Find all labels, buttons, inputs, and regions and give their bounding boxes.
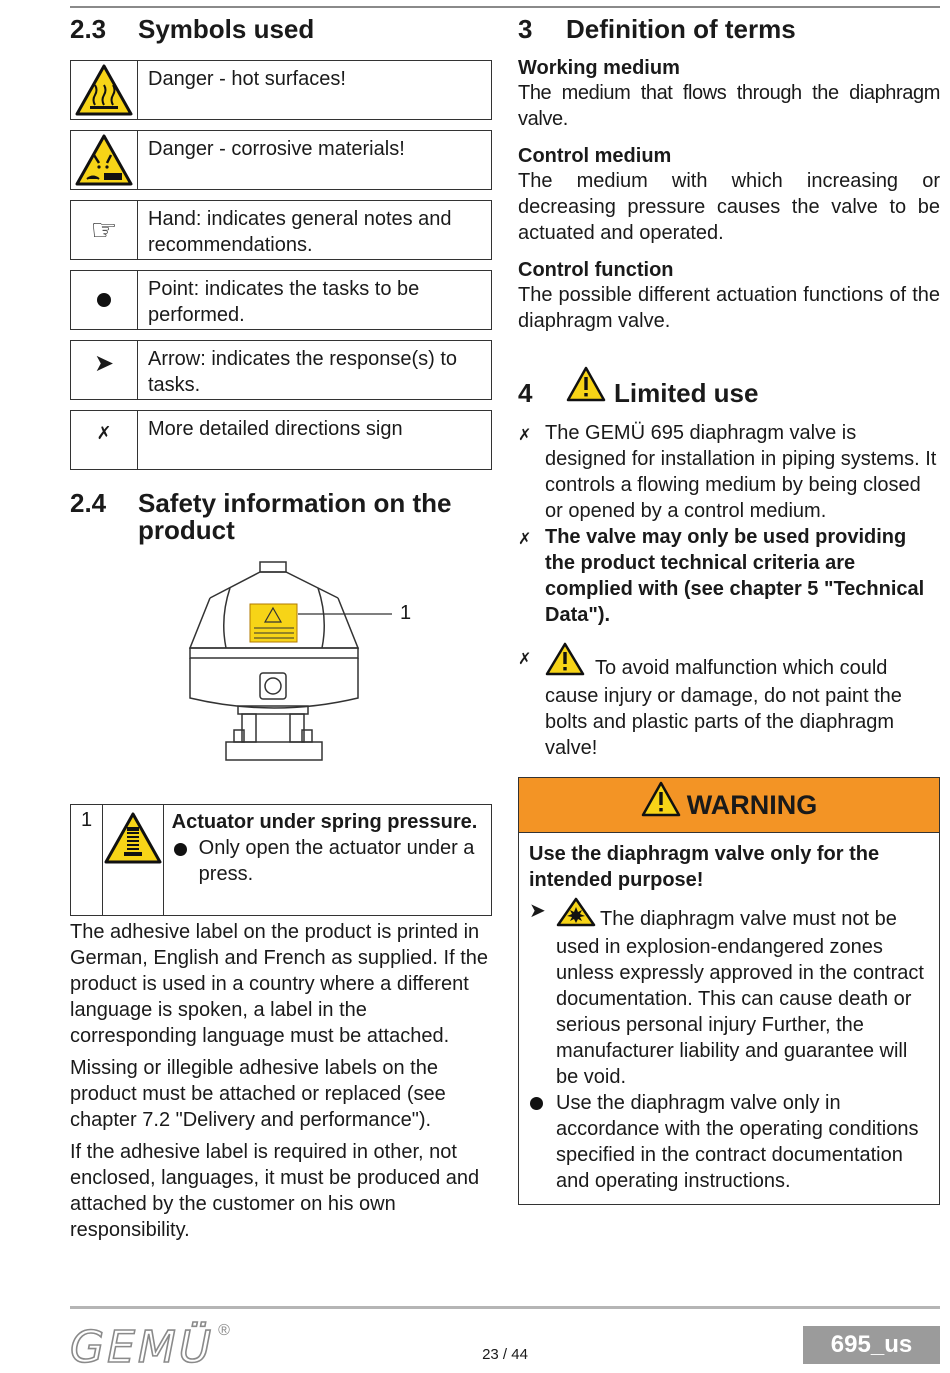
list-item: Only open the actuator under a press. [172,835,483,887]
list-item: ✗ To avoid malfunction which could cause injury or damage, do not paint the bolts and plastic parts of the diaphragm valve! [518,642,940,761]
left-column [70,10,492,1243]
paragraph: The adhesive label on the product is printed in German, English and French as supplied. If the product is used in a country where a different language is spoken, a label in the corresponding language must be attached. [70,921,489,1047]
list-item: ✗ The GEMÜ 695 diaphragm valve is designed for installation in piping systems. It controls a flowing medium by being closed or opened by a control medium. [518,422,937,522]
check-mark-icon: ✗ [71,411,138,469]
general-warning-icon [566,366,606,408]
limited-use-list [518,420,940,761]
general-warning-icon [545,642,585,683]
warning-bullet-item: Use the diaphragm valve only in accordance with the operating conditions specified in the contract documentation and operating instructions. [529,1090,929,1194]
arrow-icon: ➤ [71,341,138,399]
section-4-heading: 4 Limited use [518,366,940,408]
symbol-description: More detailed directions sign [148,418,403,440]
terms-list [518,56,940,334]
check-mark-icon: ✗ [518,529,532,548]
section-3-heading: 3 Definition of terms [518,14,796,44]
paragraph: If the adhesive label is required in other, not enclosed, languages, it must be produced and attached by the customer on his own responsibility. [70,1141,480,1241]
section-2-3-heading: 2.3 Symbols used [70,14,315,44]
symbol-description: Danger - corrosive materials! [148,138,405,160]
hot-surface-warning-icon [71,61,138,119]
term-heading: Working medium [518,57,680,79]
general-warning-icon [641,781,681,824]
paragraph: Missing or illegible adhesive labels on the product must be attached or replaced (see chapter 7.2 "Delivery and performance"). [70,1057,446,1131]
adhesive-label-text [70,919,492,1243]
term-heading: Control function [518,259,674,281]
gemu-logo: GEMÜ ® [70,1322,230,1373]
symbol-row [70,130,492,190]
warning-label: WARNING [686,789,818,820]
registered-mark: ® [218,1322,230,1339]
label-index: 1 [71,805,103,915]
bullet-point-icon [71,271,138,329]
symbol-row [70,200,492,260]
symbol-row [70,270,492,330]
label-table [70,804,492,916]
bullet-point-icon [530,1097,543,1110]
symbol-row [70,410,492,470]
symbol-description: Arrow: indicates the response(s) to tasks. [148,348,458,396]
document-id-badge: 695_us [803,1326,940,1364]
page-number: 23 / 44 [482,1346,528,1363]
arrow-icon: ➤ [529,898,546,922]
section-2-4-heading: 2.4 Safety information on the product [70,488,452,545]
symbol-description: Danger - hot surfaces! [148,68,346,90]
list-item: ✗ The valve may only be used providing the product technical criteria are complied with (see chapter 5 "Technical Data"). [518,526,925,626]
corrosive-warning-icon [71,131,138,189]
warning-box [518,777,940,1205]
warning-body [519,833,939,1204]
footer-rule [70,1306,940,1309]
actuator-figure [70,558,492,788]
check-mark-icon: ✗ [518,425,532,444]
label-content [164,805,491,915]
figure-callout-label: 1 [400,602,412,624]
label-bullet-list [172,835,483,887]
symbols-table [70,60,492,470]
symbol-row [70,60,492,120]
warning-intro: Use the diaphragm valve only for the intended purpose! [529,843,880,891]
term-definition: The medium with which increasing or decreasing pressure causes the valve to be actuated and operated. [518,170,940,244]
label-heading: Actuator under spring pressure. [171,811,478,833]
symbol-row [70,340,492,400]
warning-header [519,778,939,833]
symbol-description: Hand: indicates general notes and recommendations. [148,208,452,256]
header-rule [70,6,940,8]
symbol-description: Point: indicates the tasks to be performed. [148,278,420,326]
check-mark-icon: ✗ [518,649,532,668]
spring-pressure-warning-icon [103,805,164,915]
pointing-hand-icon: ☞ [71,201,138,259]
bullet-point-icon [174,843,187,856]
right-column [518,10,940,1205]
explosion-warning-icon [556,897,596,934]
warning-arrow-item: ➤ The diaphragm valve must not be used in explosion-endangered zones unless expressly approved in the contract documentation. This can cause death or serious personal injury Further, the manufacturer liability and guarantee will be void. [529,898,924,1088]
term-definition: The medium that flows through the diaphragm valve. [518,82,940,130]
term-heading: Control medium [518,145,672,167]
term-definition: The possible different actuation functions of the diaphragm valve. [518,284,940,332]
